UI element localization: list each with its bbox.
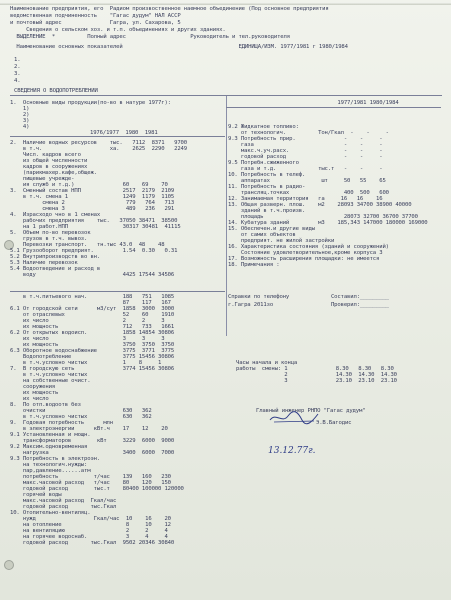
left-row: 6.2 От открытых водоисп. 1858 14854 30806 [10,330,175,336]
left-line: 2) [10,112,30,118]
left-row: Перевозки транспорт. тн.тыс 43.0 48 48 [10,242,165,248]
left-row: (парикмахер.кафе,общеж. [10,170,97,176]
date-label: г.Гагра 2011зо Проверил:_________ [228,302,389,308]
left-row: на 1 работ.НПП 30317 30481 41115 [10,224,181,230]
left-row: 10. Отопительно-вентиляц. [10,510,91,516]
left-row: кадров в сооружениях [10,164,88,170]
left-row: в т.ч.условно чистых 630 362 [10,414,152,420]
divider [226,107,441,108]
left-line: 1) [10,106,30,112]
left-row: годовой расход тыс.Гкал 9502 20346 30840 [10,540,175,546]
left-row: 8. По отп.водоотв без [10,402,81,408]
right-row: газа - - - [228,142,383,148]
left-row: их число 2 2 3 [10,318,165,324]
left-row: потребность т/час 139 160 230 [10,474,171,480]
left-row: 4. Израсходо чно в 1 сменах [10,212,101,218]
left-row: трансформаторов кВт 3229 6000 9000 [10,438,175,444]
side-num: 3. [14,71,21,77]
divider [10,291,225,292]
punch-hole [4,560,14,570]
left-row: 6.1 От городской сети м3/сут 1858 3000 3000 [10,306,175,312]
phone-label: Справки по телефону Составил:_________ [228,294,389,300]
left-row: годовой расход тыс.т 80400 100000 120000 [10,486,184,492]
section-heading: СВЕДЕНИЯ О ВОДОПОТРЕБЛЕНИИ [14,88,98,94]
left-row: рабочих предприятия тыс. 37050 38471 38500 [10,218,178,224]
side-num: 1. [14,57,21,63]
left-row: на отопление 8 10 12 [10,522,171,528]
left-row: горячей воды [10,492,62,498]
right-row: 16. Характеристика состояния (зданий и сооружений) [228,244,389,250]
right-header: 1977/1981 1980/1984 [228,100,399,106]
right-row: 17. Возможность расширения площадки: не имеется [228,256,380,262]
left-row: 9.2 Максим.одновременная [10,444,88,450]
header-line-2: ведомственная подчиненность "Гагас дудум" НАЛ АССР [10,13,181,19]
left-row: 7. В городскую сеть 3774 15456 30806 [10,366,175,372]
right-row: макс.ч.уч.расх. - - - [228,148,383,154]
signatory-title: Главный инженер РНПО "Гагас дудум" [256,408,366,414]
left-row: 5.4 Водоотведение и расход в [10,266,101,272]
left-row: воду 4425 17544 34506 [10,272,175,278]
left-row: на собственные очист. [10,378,91,384]
hours-row: 2 14.30 14.30 14.30 [236,372,397,378]
left-row: годовой расход тыс.Гкал [10,504,117,510]
left-row: их число 3 3 3 [10,336,165,342]
hours-row: Часы начала и конца [236,360,298,366]
right-row: 10. Потребность в телеф. [228,172,306,178]
left-row: 5.2 Внутрипроизводств во вн. [10,254,101,260]
right-row: 18. Примечания : [228,262,280,268]
left-row: смена 2 779 764 713 [10,200,175,206]
top-edge [0,2,451,5]
left-row: их мощность 3750 3750 3750 [10,342,175,348]
left-row: в т.ч. ха. 2625 2290 2249 [10,146,187,152]
left-row: 9.3 Потребность в электроэн. [10,456,101,462]
left-row: на технологич.нужды: [10,462,88,468]
left-row: смена 3 489 236 291 [10,206,175,212]
left-row: 6.3 Оборотное водоснабжение 3775 3771 3775 [10,348,175,354]
left-row: сооружения [10,384,56,390]
hours-row: 3 23.10 23.10 23.10 [236,378,397,384]
left-row: очистки 630 362 [10,408,152,414]
left-row: 3. Сменный состав НПП 2517 2179 2109 [10,188,175,194]
left-row: в т.ч.условно чистых [10,372,88,378]
left-row: 5. Объем по-во перевозок [10,230,91,236]
header-line-3: и почтовый адрес Гагра, ул. Сахарова, 5 [10,20,181,26]
right-row: 9.3 Потребность прир. - - - [228,136,383,142]
right-row: годовой расход - - - [228,154,383,160]
left-row: в т.ч.питьевого нач. 188 751 1085 [10,294,175,300]
right-row: 9.2 Жидкатное топливо: [228,124,299,130]
right-row: от самих объектов [228,232,296,238]
left-row: грузов в т.ч. вывоз. [10,236,88,242]
left-row: Числ. кадров всего [10,152,81,158]
right-row: от технологич. Тон/Гкал - - - [228,130,389,136]
left-row: ия служб и т.д.) 60 69 70 [10,182,168,188]
right-row: 11. Потребность в радио- [228,184,306,190]
left-row: 9.1 Установленная и мощн. [10,432,91,438]
header-line-6: Наименование основных показателей ЕДИНИЦА/ИЗМ. 1977/1981 г 1980/1984 [10,44,348,50]
signatory-name: Э.В.Багодис [316,420,352,426]
left-row: пищевые учрежде- [10,176,75,182]
right-row: 15. Обеспечен.и другие виды [228,226,315,232]
left-row: их мощность 712 733 1661 [10,324,175,330]
side-num: 2. [14,64,21,70]
left-row: пар,давление......атм [10,468,91,474]
left-table-title: 1976/1977 1980 1981 [90,130,158,136]
left-row: 87 117 167 [10,300,171,306]
header-line-4: Сведения о сельском хоз. и т.п. объединениях и других зданиях. [10,27,226,33]
right-row: предприят. не жилой застройки [228,238,335,244]
left-row: их мощность [10,390,59,396]
right-row: 14. Кубатура зданий м3 185,343 147000 180000 169000 [228,220,428,226]
left-row: от отраслевых 52 60 1910 [10,312,175,318]
right-row: Состояние удовлетворительное,кроме корпуса 3 [228,250,383,256]
left-row: Водопотребление 3775 15456 30806 [10,354,175,360]
left-row: в электроэнергии кВт.ч 17 12 20 [10,426,168,432]
divider [10,136,225,137]
left-row: нужд Гкал/час 10 16 20 [10,516,171,522]
right-row: 12. Занимаемая территория га 16 16 16 [228,196,383,202]
right-row: зданий в т.ч.произв. [228,208,306,214]
left-row: макс.часовой расход Гкал/час [10,498,117,504]
right-row: 9.5 Потребн.сжиженного [228,160,299,166]
left-row: макс.часовой расход т/час 80 120 150 [10,480,171,486]
handwritten-date: 13.12.77г. [268,446,316,456]
left-row: их число [10,396,49,402]
left-row: на вентиляцию 2 2 4 [10,528,168,534]
left-row: 9. Годовая потребность млн [10,420,113,426]
column-divider [226,96,227,336]
side-num: 4. [14,78,21,84]
left-row: на горячее водоснаб. 3 4 4 [10,534,168,540]
left-row: 5.3 Наличие перевозок [10,260,78,266]
left-line: 4) [10,124,30,130]
left-row: в т.ч. смена 1 1249 1179 1105 [10,194,175,200]
left-row: 2. Наличие водных ресурсов тыс. 7112 8371 9700 [10,140,187,146]
header-line-1: Наименование предприятия, его Радиом произвоственное наемное объединение (Под основное предприятия [10,6,329,12]
left-row: из общей численности [10,158,88,164]
right-row: 13. Общая разверн. плош. м2 28093 34700 38900 40000 [228,202,412,208]
hours-row: работы смены: 1 8.30 8.30 8.30 [236,366,394,372]
left-row: нагрузка 3400 6000 7000 [10,450,175,456]
signature [268,410,320,426]
header-line-5: ВЫДЕЛЕНИЕ * Полный адрес Руководитель и тел.руководителя [10,34,290,40]
right-row: трансляц.точках 400 500 600 [228,190,389,196]
right-row: площадь 28073 32700 36700 37700 [228,214,418,220]
right-row: аппаратах шт 50 55 65 [228,178,386,184]
left-line: 3) [10,118,30,124]
left-row: в т.ч.условно чистых 1 8 1 [10,360,162,366]
right-row: газа и т.д. тыс.т - - - [228,166,383,172]
left-row: 5.1 Грузооборот предприят. 1.54 0.30 0.31 [10,248,178,254]
left-line: 1. Основные виды продукции(по-во в натуре 1977г): [10,100,171,106]
